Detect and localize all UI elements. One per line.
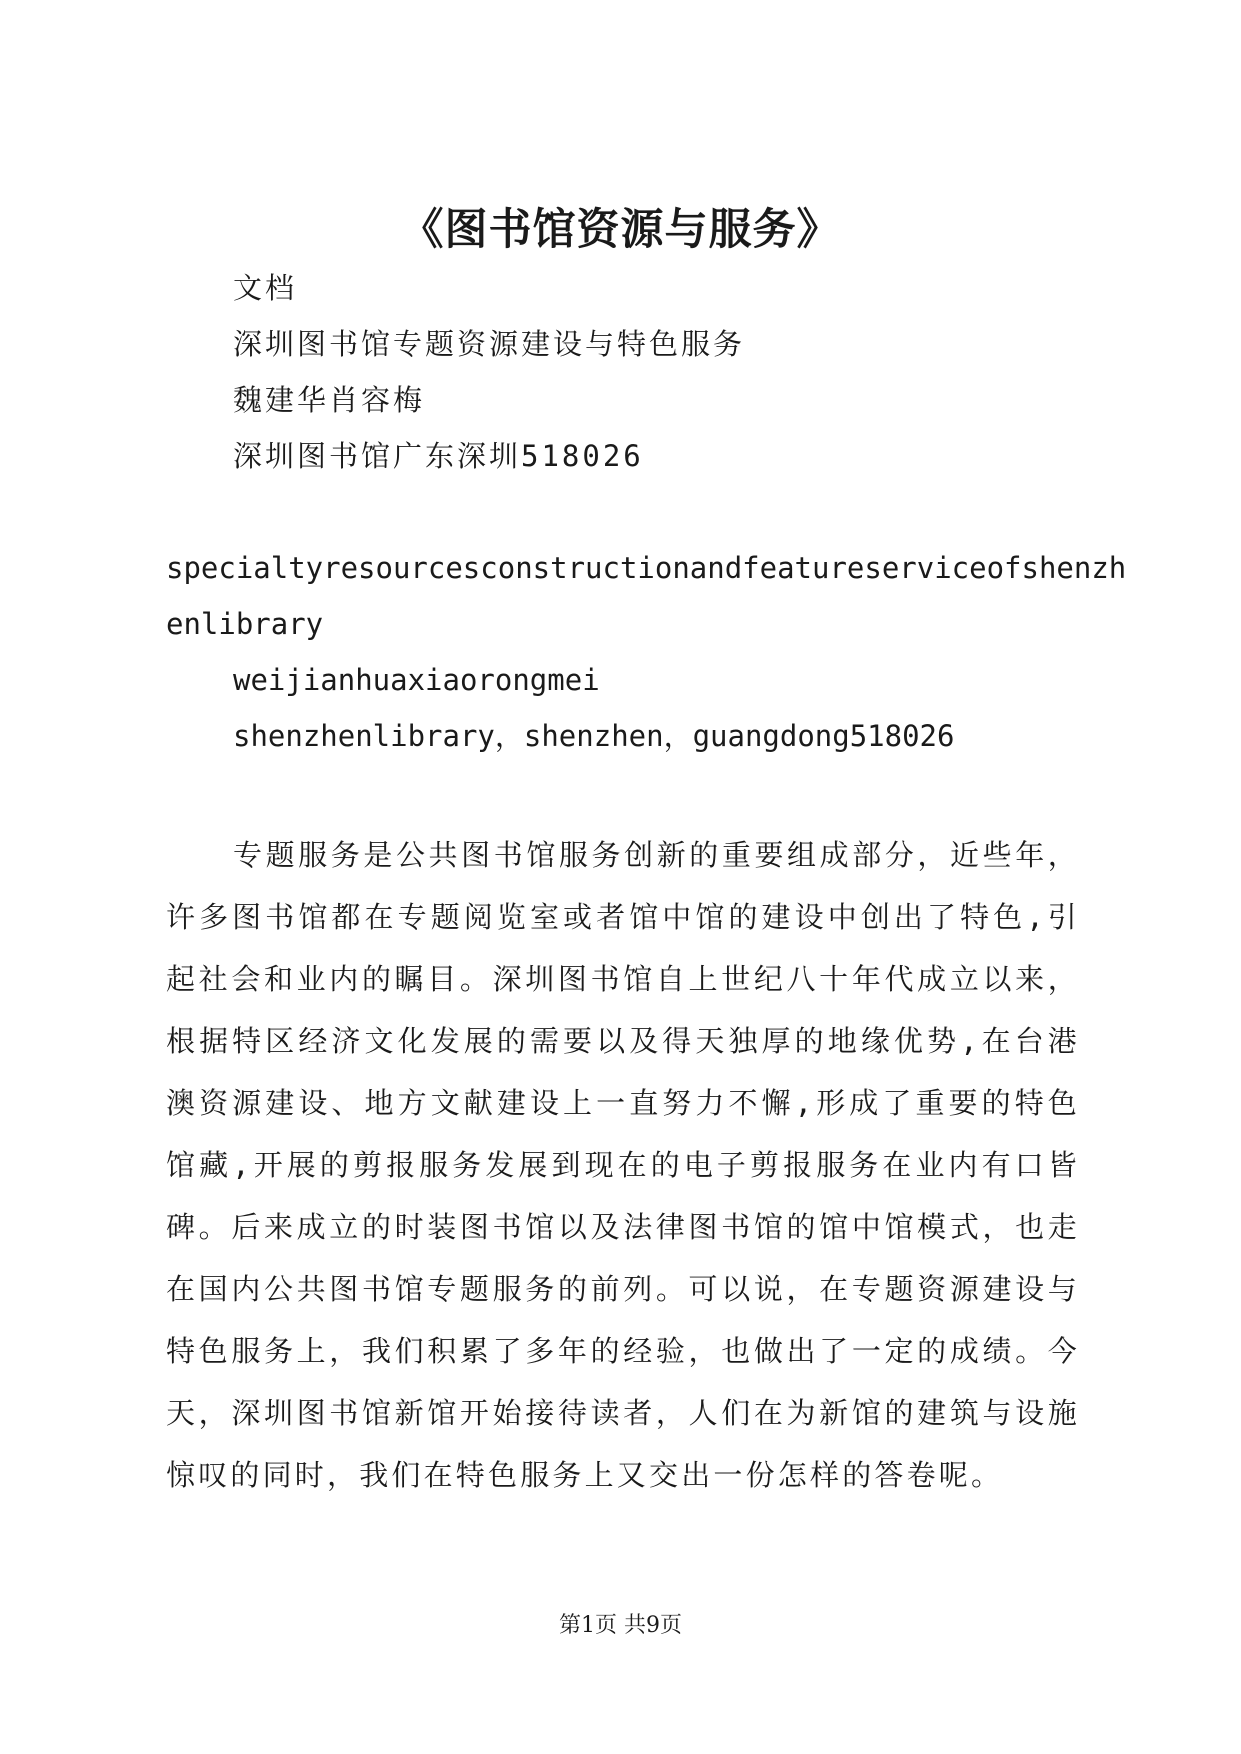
authors-en: weijianhuaxiaorongmei [233, 663, 600, 697]
authors-cn: 魏建华肖容梅 [233, 383, 426, 417]
affiliation-en: shenzhenlibrary，shenzhen，guangdong518026 [233, 719, 955, 753]
article-title-cn: 深圳图书馆专题资源建设与特色服务 [233, 327, 746, 361]
document-label: 文档 [233, 271, 298, 305]
page-indicator: 第1页 共9页 [559, 1613, 682, 1638]
document-title: 《图书馆资源与服务》 [400, 205, 841, 255]
body-paragraph: 专题服务是公共图书馆服务创新的重要组成部分，近些年，许多图书馆都在专题阅览室或者馆中馆的建设中创出了特色,引起社会和业内的瞩目。深圳图书馆自上世纪八十年代成立以来，根据特区经济文化发展的需要以及得天独厚的地缘优势,在台港澳资源建设、地方文献建设上一直努力不懈,形成了重要的特色馆藏,开展的剪报服务发展到现在的电子剪报服务在业内有口皆碑。后来成立的时装图书馆以及法律图书馆的馆中馆模式，也走在国内公共图书馆专题服务的前列。可以说，在专题资源建设与特色服务上，我们积累了多年的经验，也做出了一定的成绩。今天，深圳图书馆新馆开始接待读者，人们在为新馆的建筑与设施惊叹的同时，我们在特色服务上又交出一份怎样的答卷呢。 [166, 838, 1080, 1492]
article-title-en-line1: specialtyresourcesconstructionandfeatureserviceofshenzh [166, 551, 1127, 585]
article-title-en-line2: enlibrary [166, 607, 324, 641]
affiliation-cn: 深圳图书馆广东深圳518026 [233, 439, 644, 473]
